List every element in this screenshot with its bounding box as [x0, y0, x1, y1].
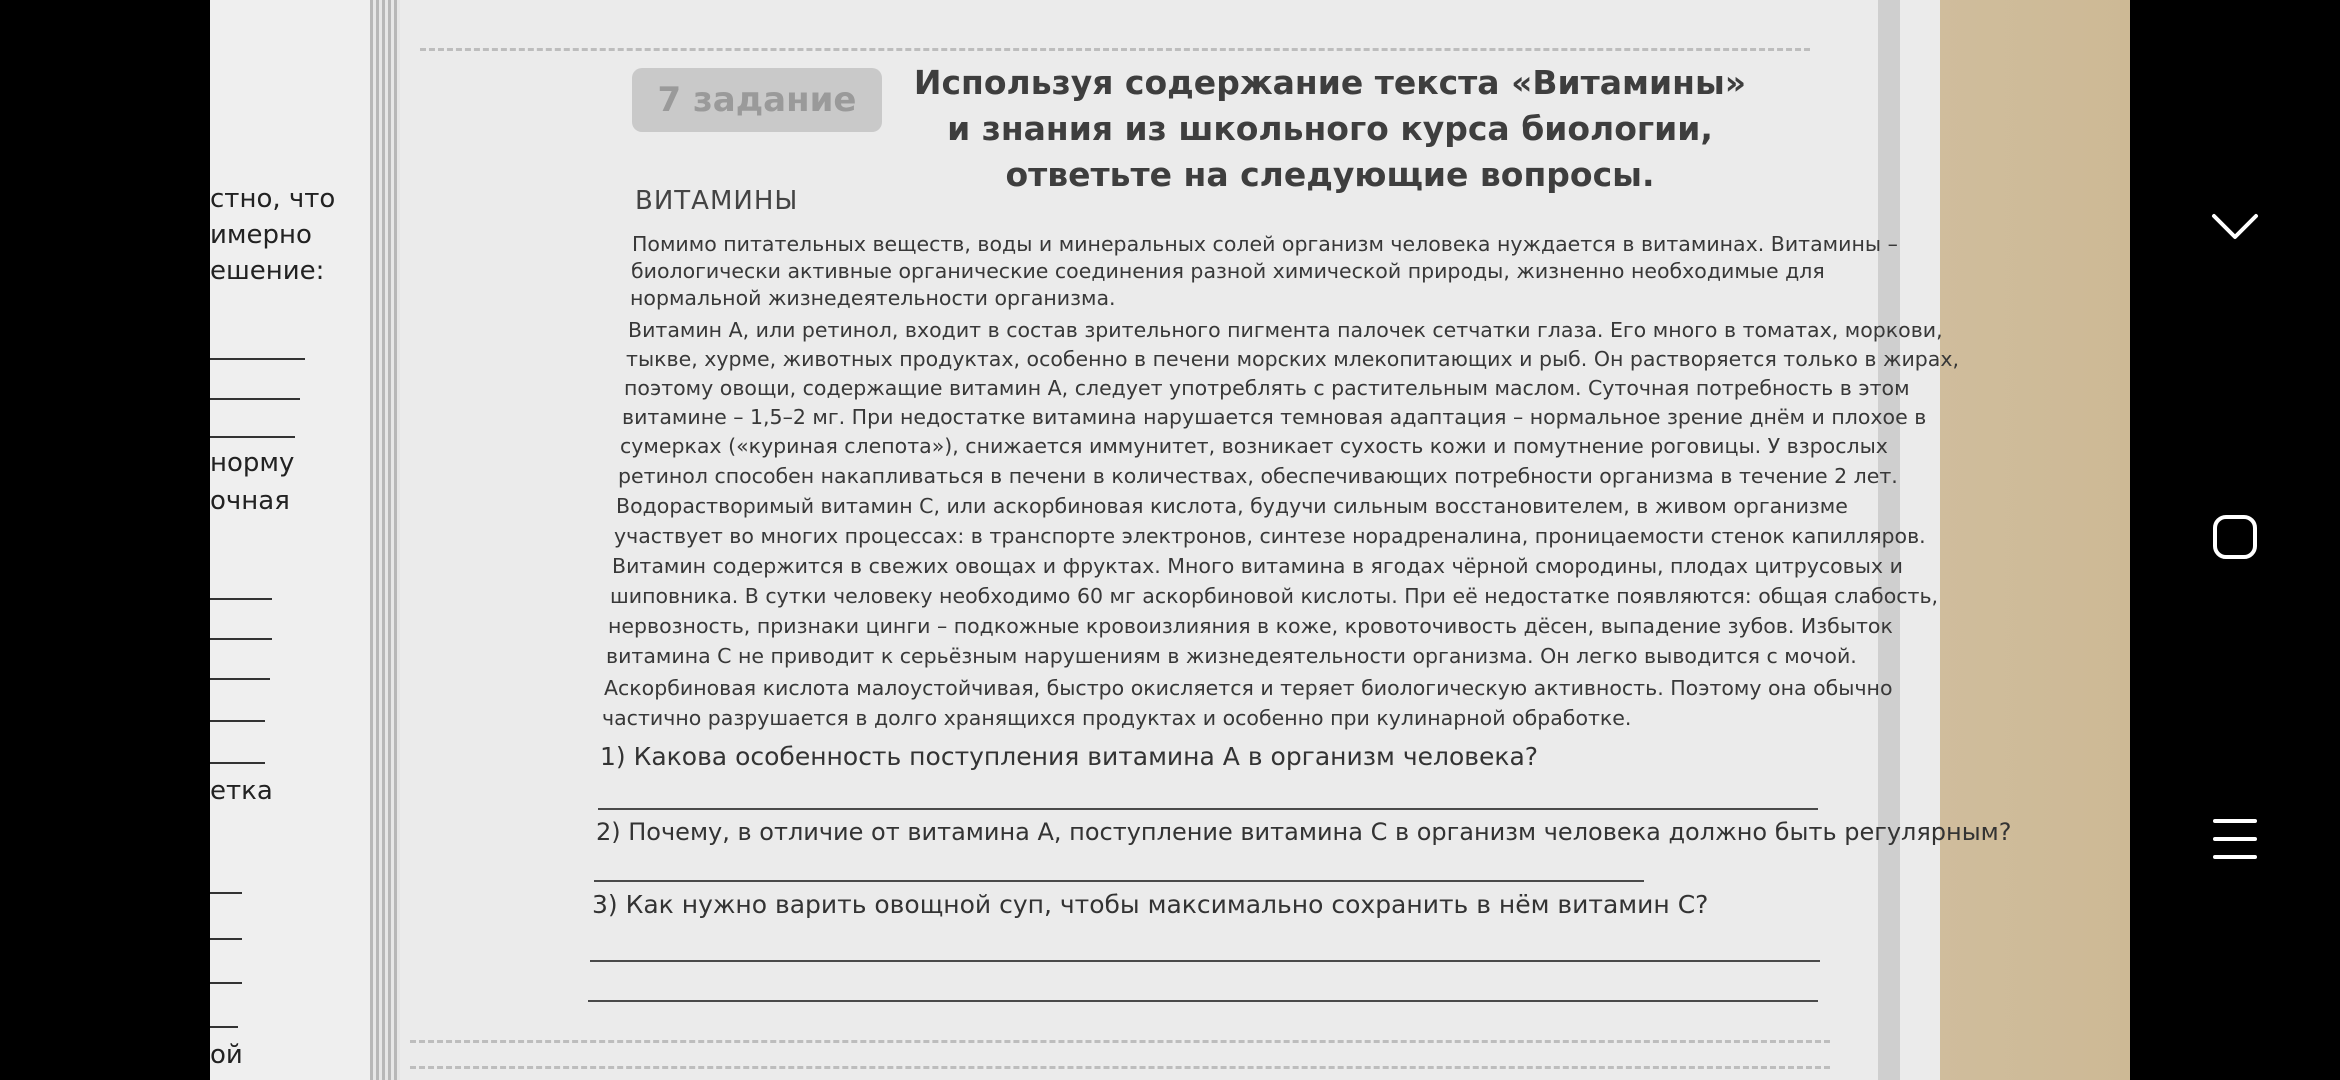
left-fragment: стно, что: [210, 184, 336, 214]
answer-line: [210, 678, 270, 680]
photo-viewport: [210, 0, 2130, 1080]
answer-line: [210, 762, 265, 764]
answer-line-3: [590, 960, 1820, 962]
home-button[interactable]: [2212, 514, 2258, 560]
dashed-border-bottom: [410, 1040, 1830, 1043]
text-line: ретинол способен накапливаться в печени в количествах, обеспечивающих потребности организма в течение 2 лет.: [618, 464, 1898, 488]
text-line: Помимо питательных веществ, воды и минеральных солей организм человека нуждается в витаминах. Витамины –: [632, 232, 1898, 256]
answer-line-1: [598, 808, 1818, 810]
answer-line-4: [588, 1000, 1818, 1002]
home-square-icon: [2212, 514, 2258, 560]
text-line: нервозность, признаки цинги – подкожные кровоизлияния в коже, кровоточивость дёсен, выпадение зубов. Избыток: [608, 614, 1893, 638]
chevron-down-button[interactable]: [2211, 212, 2259, 242]
left-fragment: ешение:: [210, 256, 325, 286]
text-line: частично разрушается в долго хранящихся продуктах и особенно при кулинарной обработке.: [602, 706, 1632, 730]
text-line: участвует во многих процессах: в транспорте электронов, синтезе норадреналина, проницаемости стенок капилляров.: [614, 524, 1926, 548]
question-3: 3) Как нужно варить овощной суп, чтобы максимально сохранить в нём витамин С?: [592, 890, 1709, 919]
text-line: Витамин содержится в свежих овощах и фруктах. Много витамина в ягодах чёрной смородины, плодах цитрусовых и: [612, 554, 1903, 578]
task-badge: 7 задание: [632, 68, 882, 132]
text-line: Водорастворимый витамин С, или аскорбиновая кислота, будучи сильным восстановителем, в живом организме: [616, 494, 1848, 518]
dashed-border-top: [420, 48, 1810, 51]
answer-line: [210, 436, 295, 438]
answer-line: [210, 1026, 238, 1028]
answer-line: [210, 358, 305, 360]
question-2: 2) Почему, в отличие от витамина А, поступление витамина С в организм человека должно быть регулярным?: [596, 818, 2012, 846]
worksheet-heading: Используя содержание текста «Витамины» и знания из школьного курса биологии, ответьте на следующие вопросы.: [913, 63, 1747, 194]
answer-line: [210, 638, 272, 640]
chevron-down-icon: [2211, 212, 2259, 242]
answer-line: [210, 938, 242, 940]
left-page: [210, 0, 370, 1080]
left-fragment: имерно: [210, 220, 312, 250]
answer-line: [210, 598, 272, 600]
question-1: 1) Какова особенность поступления витамина А в организм человека?: [600, 742, 1539, 771]
answer-line: [210, 398, 300, 400]
dashed-border-bottom-2: [410, 1066, 1830, 1069]
left-fragment: етка: [210, 776, 273, 806]
answer-line: [210, 982, 242, 984]
page-binding: [370, 0, 400, 1080]
section-title: ВИТАМИНЫ: [635, 186, 799, 216]
text-line: тыкве, хурме, животных продуктах, особенно в печени морских млекопитающих и рыб. Он растворяется только в жирах,: [626, 347, 1960, 371]
text-line: Витамин А, или ретинол, входит в состав зрительного пигмента палочек сетчатки глаза. Его много в томатах, моркови,: [628, 318, 1943, 342]
answer-line-2: [594, 880, 1644, 882]
text-line: Аскорбиновая кислота малоустойчивая, быстро окисляется и теряет биологическую активность. Поэтому она обычно: [604, 676, 1893, 700]
answer-line: [210, 720, 265, 722]
text-line: биологически активные органические соединения разной химической природы, жизненно необходимые для: [631, 259, 1825, 283]
worksheet: [400, 0, 2012, 1080]
text-line: витамина С не приводит к серьёзным нарушениям в жизнедеятельности организма. Он легко выводится с мочой.: [606, 644, 1857, 668]
text-line: шиповника. В сутки человеку необходимо 60 мг аскорбиновой кислоты. При её недостатке появляются: общая слабость,: [610, 584, 1939, 608]
menu-button[interactable]: [2212, 816, 2258, 862]
text-line: витамине – 1,5–2 мг. При недостатке витамина нарушается темновая адаптация – нормальное зрение днём и плохое в: [622, 405, 1927, 429]
left-fragment: очная: [210, 486, 290, 516]
text-line: поэтому овощи, содержащие витамин А, следует употреблять с растительным маслом. Суточная потребность в этом: [624, 376, 1910, 400]
left-fragment: норму: [210, 448, 295, 478]
left-fragment: ой: [210, 1040, 243, 1070]
menu-lines-icon: [2212, 816, 2258, 862]
text-line: сумерках («куриная слепота»), снижается иммунитет, возникает сухость кожи и помутнение роговицы. У взрослых: [620, 434, 1888, 458]
text-line: нормальной жизнедеятельности организма.: [630, 286, 1116, 310]
answer-line: [210, 892, 242, 894]
